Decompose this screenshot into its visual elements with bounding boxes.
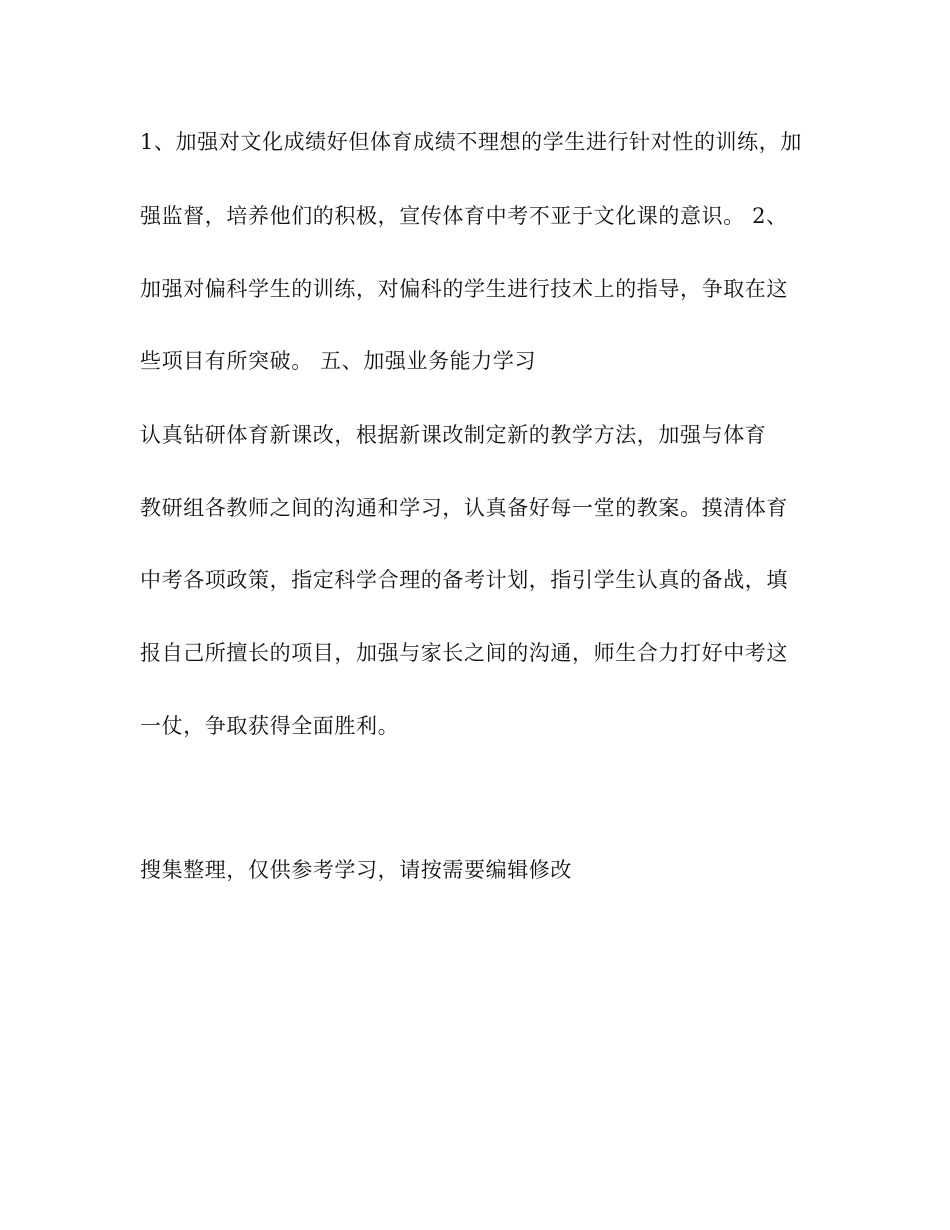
body-line: 强监督，培养他们的积极，宣传体育中考不亚于文化课的意识。 2、 <box>140 204 788 228</box>
body-line: 报自己所擅长的项目，加强与家长之间的沟通，师生合力打好中考这 <box>140 641 788 665</box>
body-line: 一仗，争取获得全面胜利。 <box>140 714 400 738</box>
footer-note: 搜集整理，仅供参考学习，请按需要编辑修改 <box>140 858 572 882</box>
body-line: 1、加强对文化成绩好但体育成绩不理想的学生进行针对性的训练，加 <box>140 130 802 154</box>
body-line: 加强对偏科学生的训练，对偏科的学生进行技术上的指导，争取在这 <box>140 277 788 301</box>
body-line: 教研组各教师之间的沟通和学习，认真备好每一堂的教案。摸清体育 <box>140 496 788 520</box>
body-line: 认真钻研体育新课改，根据新课改制定新的教学方法，加强与体育 <box>140 423 767 447</box>
body-line: 些项目有所突破。 五、加强业务能力学习 <box>140 349 537 373</box>
body-line: 中考各项政策，指定科学合理的备考计划，指引学生认真的备战，填 <box>140 568 788 592</box>
